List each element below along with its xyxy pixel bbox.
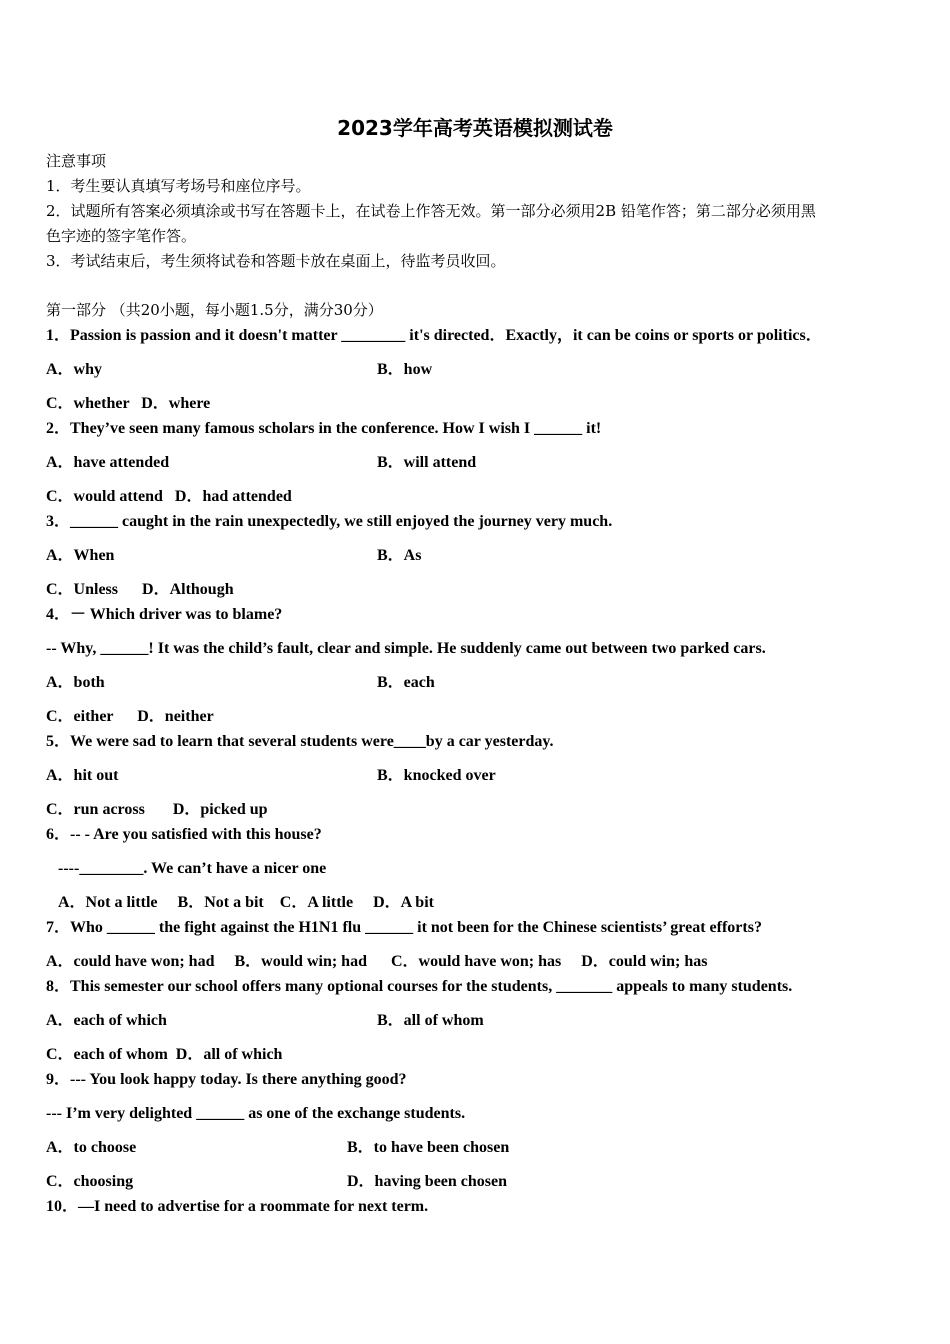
option-b: B．knocked over <box>377 767 496 784</box>
question-stem: 8．This semester our school offers many optional courses for the students, _______ appeals to many students. <box>46 978 793 995</box>
option-a: A．When <box>46 547 115 564</box>
question-stem: 10．—I need to advertise for a roommate for next term. <box>46 1198 429 1215</box>
option-cd: C．whether D．where <box>46 395 211 412</box>
option-a: A．why <box>46 361 103 378</box>
question-stem: 1．Passion is passion and it doesn't matter ________ it's directed．Exactly，it can be coins or sports or politics． <box>46 327 822 344</box>
option-a: A．each of which <box>46 1012 167 1029</box>
question-reply: --- I’m very delighted ______ as one of the exchange students. <box>46 1105 466 1122</box>
page-title: 2023学年高考英语模拟测试卷 <box>337 116 613 140</box>
option-b: B．all of whom <box>377 1012 484 1029</box>
option-c: C．choosing <box>46 1173 134 1190</box>
question-stem: 5．We were sad to learn that several students were____by a car yesterday. <box>46 733 554 750</box>
option-a: A．have attended <box>46 454 170 471</box>
notice-heading: 注意事项 <box>46 152 107 170</box>
options-row: A．could have won; had B．would win; had C．would have won; has D．could win; has <box>46 953 708 970</box>
question-stem: 3．______ caught in the rain unexpectedly, we still enjoyed the journey very much. <box>46 513 613 530</box>
option-cd: C．would attend D．had attended <box>46 488 292 505</box>
notice-item: 1．考生要认真填写考场号和座位序号。 <box>46 177 311 195</box>
question-stem: 4．－ Which driver was to blame? <box>46 606 283 623</box>
option-cd: C．run across D．picked up <box>46 801 268 818</box>
option-cd: C．either D．neither <box>46 708 214 725</box>
notice-item: 2．试题所有答案必须填涂或书写在答题卡上，在试卷上作答无效。第一部分必须用2B 铅笔作答；第二部分必须用黑 <box>46 202 816 220</box>
question-stem: 2．They’ve seen many famous scholars in the conference. How I wish I ______ it! <box>46 420 602 437</box>
option-b: B．As <box>377 547 422 564</box>
question-reply: -- Why, ______! It was the child’s fault, clear and simple. He suddenly came out between two parked cars. <box>46 640 766 657</box>
question-stem: 6．-- - Are you satisfied with this house? <box>46 826 322 843</box>
option-a: A．to choose <box>46 1139 137 1156</box>
option-cd: C．each of whom D．all of which <box>46 1046 283 1063</box>
option-cd: C．Unless D．Although <box>46 581 234 598</box>
notice-item: 色字迹的签字笔作答。 <box>46 227 197 245</box>
options-row: A．Not a little B．Not a bit C．A little D．A bit <box>58 894 434 911</box>
option-d: D．having been chosen <box>347 1173 508 1190</box>
option-b: B．to have been chosen <box>347 1139 510 1156</box>
option-b: B．how <box>377 361 433 378</box>
question-stem: 7．Who ______ the fight against the H1N1 flu ______ it not been for the Chinese scientists’ great efforts? <box>46 919 762 936</box>
option-b: B．will attend <box>377 454 477 471</box>
section-heading: 第一部分 （共20小题，每小题1.5分，满分30分） <box>46 301 383 319</box>
option-b: B．each <box>377 674 435 691</box>
notice-item: 3．考试结束后，考生须将试卷和答题卡放在桌面上，待监考员收回。 <box>46 252 506 270</box>
option-a: A．hit out <box>46 767 119 784</box>
question-stem: 9．--- You look happy today. Is there anything good? <box>46 1071 407 1088</box>
question-reply: ----________. We can’t have a nicer one <box>58 860 327 877</box>
option-a: A．both <box>46 674 105 691</box>
